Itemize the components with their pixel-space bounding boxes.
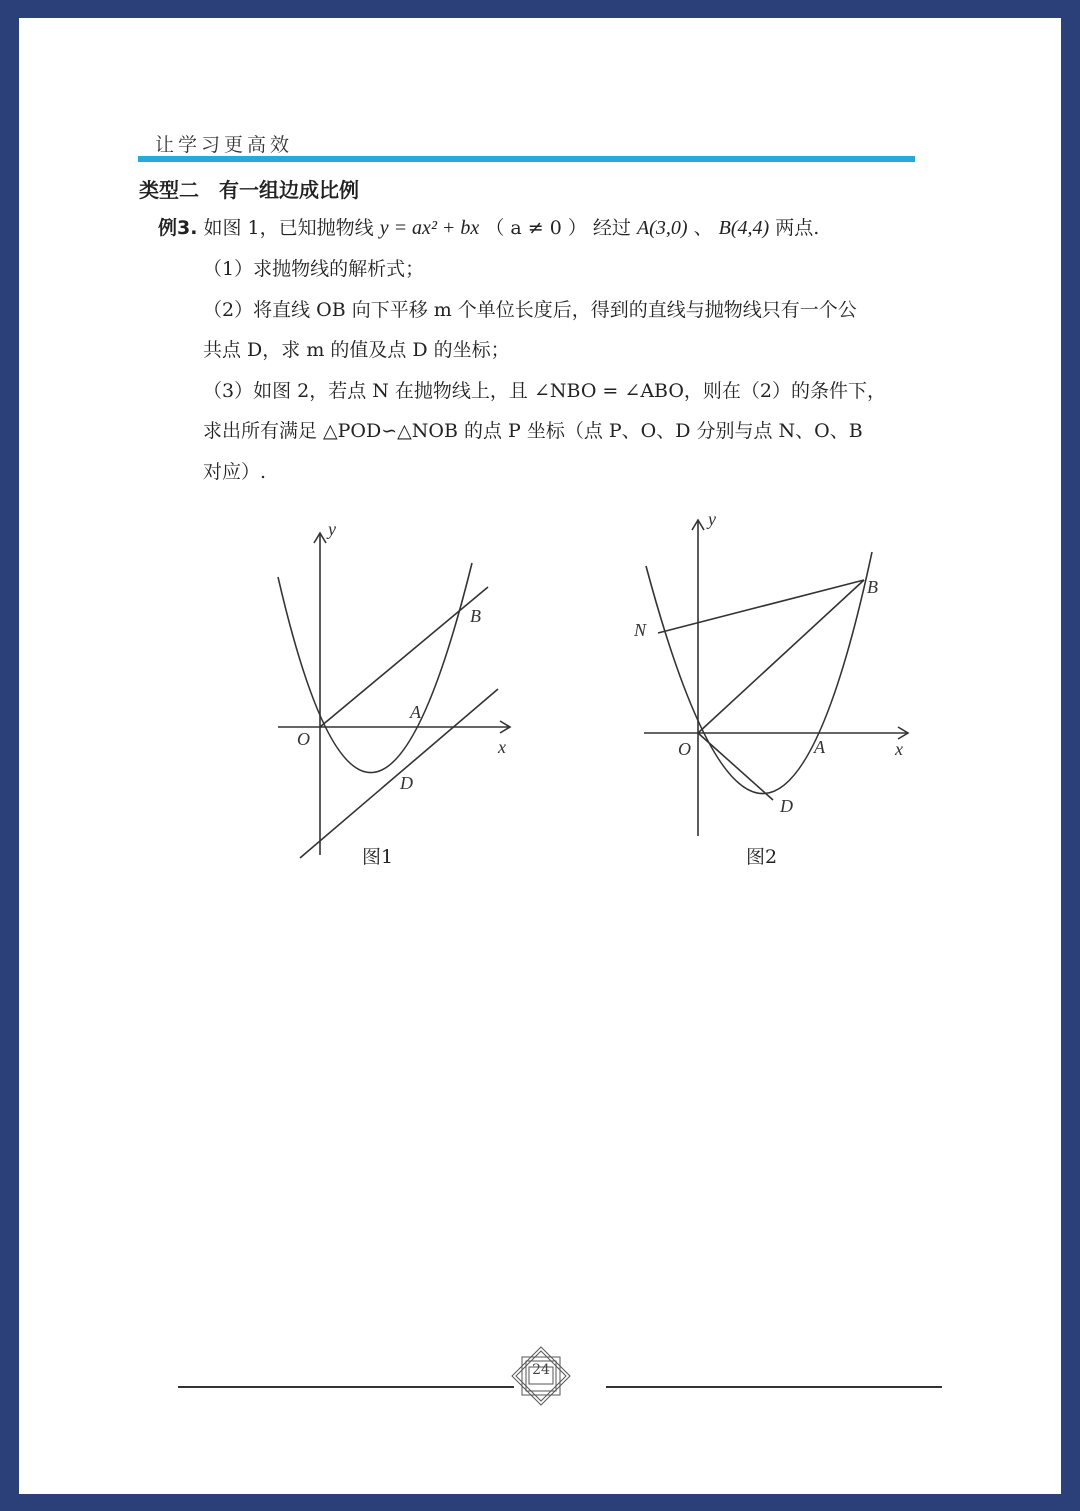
figure-2 [628, 508, 918, 848]
fig2-label-o: O [678, 739, 691, 759]
part-3-line-2: 求出所有满足 △POD∽△NOB 的点 P 坐标（点 P、O、D 分别与点 N、O、B [203, 420, 863, 442]
example-condition: （ a ≠ 0 ） [485, 217, 587, 239]
figure-1 [270, 515, 530, 865]
part-3-line-3: 对应）. [203, 461, 267, 483]
fig2-label-n: N [634, 620, 647, 640]
fig1-label-o: O [297, 729, 310, 749]
fig1-label-b: B [470, 606, 481, 626]
example-statement [158, 216, 819, 240]
fig1-label-y: y [328, 519, 336, 539]
example-passes: 经过 [592, 217, 631, 239]
example-label: 例3. [158, 217, 198, 239]
example-tail: 两点. [775, 217, 820, 239]
fig2-label-a: A [814, 737, 825, 757]
header-rule [138, 156, 915, 162]
example-intro: 如图 1，已知抛物线 [203, 217, 374, 239]
fig2-line-ob [698, 580, 864, 733]
fig1-label-a: A [410, 702, 421, 722]
fig2-line-od [698, 733, 773, 800]
part-3-line-1: （3）如图 2，若点 N 在抛物线上，且 ∠NBO = ∠ABO，则在（2）的条件下， [203, 380, 887, 402]
fig1-line-d [300, 689, 498, 858]
section-title: 类型二 有一组边成比例 [139, 178, 359, 202]
fig2-label-y: y [708, 509, 716, 529]
part-2-line-2: 共点 D，求 m 的值及点 D 的坐标； [203, 339, 510, 361]
header-slogan: 让学习更高效 [155, 134, 294, 156]
footer-rule-left [178, 1386, 514, 1388]
point-separator: 、 [693, 217, 713, 239]
point-b: B(4,4) [718, 217, 770, 239]
fig1-line-ob [320, 587, 488, 727]
figure-2-caption: 图2 [746, 846, 778, 868]
fig1-label-d: D [400, 773, 413, 793]
fig1-label-x: x [498, 737, 506, 757]
example-equation: y = ax² + bx [379, 217, 480, 239]
footer-rule-right [606, 1386, 942, 1388]
part-2-line-1: （2）将直线 OB 向下平移 m 个单位长度后，得到的直线与抛物线只有一个公 [203, 299, 857, 321]
fig2-line-nb [658, 580, 864, 633]
fig2-label-x: x [895, 739, 903, 759]
fig2-label-d: D [780, 796, 793, 816]
page-number: 24 [532, 1362, 550, 1378]
point-a: A(3,0) [636, 217, 688, 239]
part-1: （1）求抛物线的解析式； [203, 258, 425, 280]
fig2-label-b: B [867, 577, 878, 597]
figure-1-caption: 图1 [362, 846, 394, 868]
